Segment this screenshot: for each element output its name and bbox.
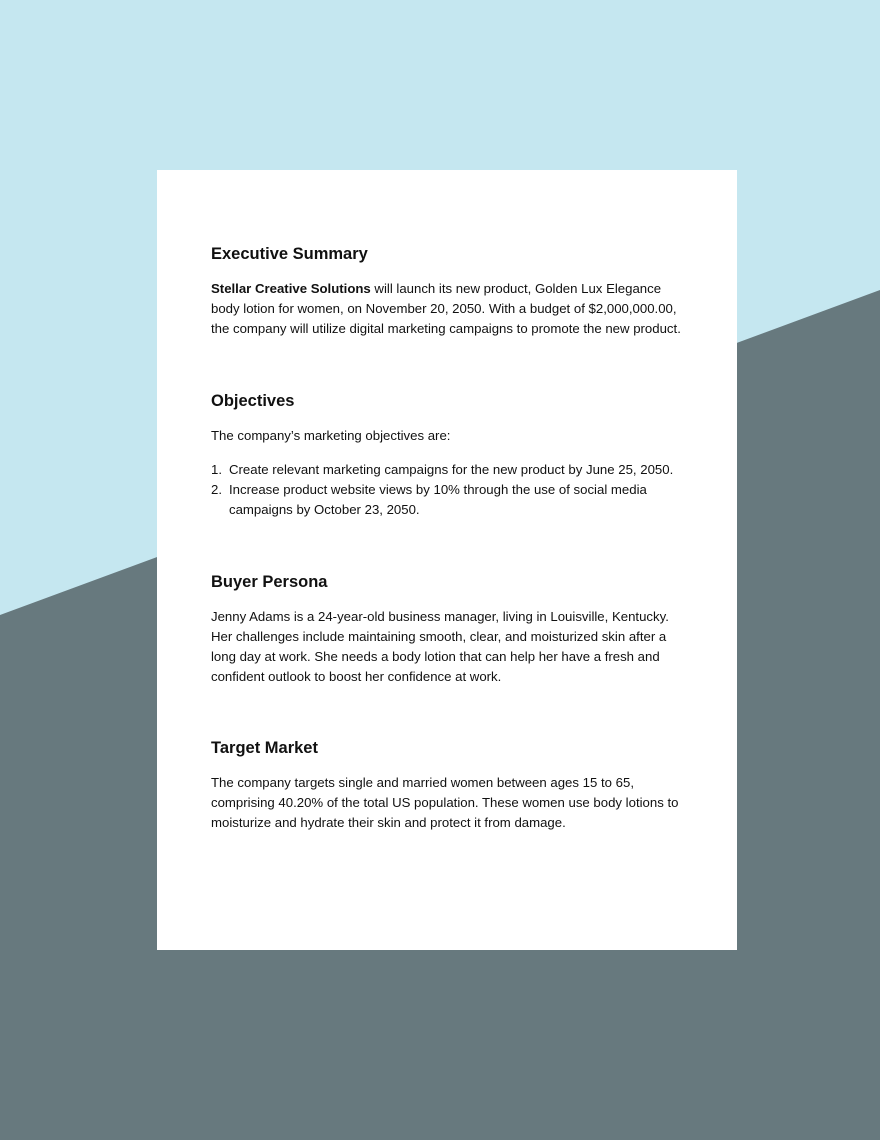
list-item-number: 2. <box>211 482 222 497</box>
executive-summary-section <box>211 242 681 339</box>
list-item-text: Create relevant marketing campaigns for the new product by June 25, 2050. <box>229 462 674 477</box>
target-market-section <box>211 736 681 833</box>
target-market-heading: Target Market <box>211 739 318 757</box>
list-item-number: 1. <box>211 462 222 477</box>
executive-summary-text: will launch its new product, Golden Lux Elegance body lotion for women, on November 20, 2050. With a budget of $2,000,000.00, the company will utilize digital marketing campaigns to promote the new product. <box>211 281 681 336</box>
target-market-paragraph: The company targets single and married women between ages 15 to 65, comprising 40.20% of the total US population. These women use body lotions to moisturize and hydrate their skin and protect it from damage. <box>211 775 679 830</box>
objectives-intro: The company’s marketing objectives are: <box>211 428 451 443</box>
executive-summary-paragraph <box>211 279 681 339</box>
objectives-section <box>211 389 681 520</box>
executive-summary-heading: Executive Summary <box>211 245 368 263</box>
document-page <box>157 170 737 950</box>
buyer-persona-paragraph: Jenny Adams is a 24-year-old business manager, living in Louisville, Kentucky. Her challenges include maintaining smooth, clear, and moisturized skin after a long day at work. She needs a body lotion that can help her have a fresh and confident outlook to boost her confidence at work. <box>211 609 669 684</box>
objectives-heading: Objectives <box>211 392 295 410</box>
buyer-persona-heading: Buyer Persona <box>211 573 328 591</box>
list-item <box>211 460 681 480</box>
list-item <box>211 480 681 520</box>
company-name: Stellar Creative Solutions <box>211 281 371 296</box>
objectives-list <box>211 460 681 520</box>
list-item-text: Increase product website views by 10% through the use of social media campaigns by October 23, 2050. <box>229 482 647 517</box>
buyer-persona-section <box>211 570 681 687</box>
